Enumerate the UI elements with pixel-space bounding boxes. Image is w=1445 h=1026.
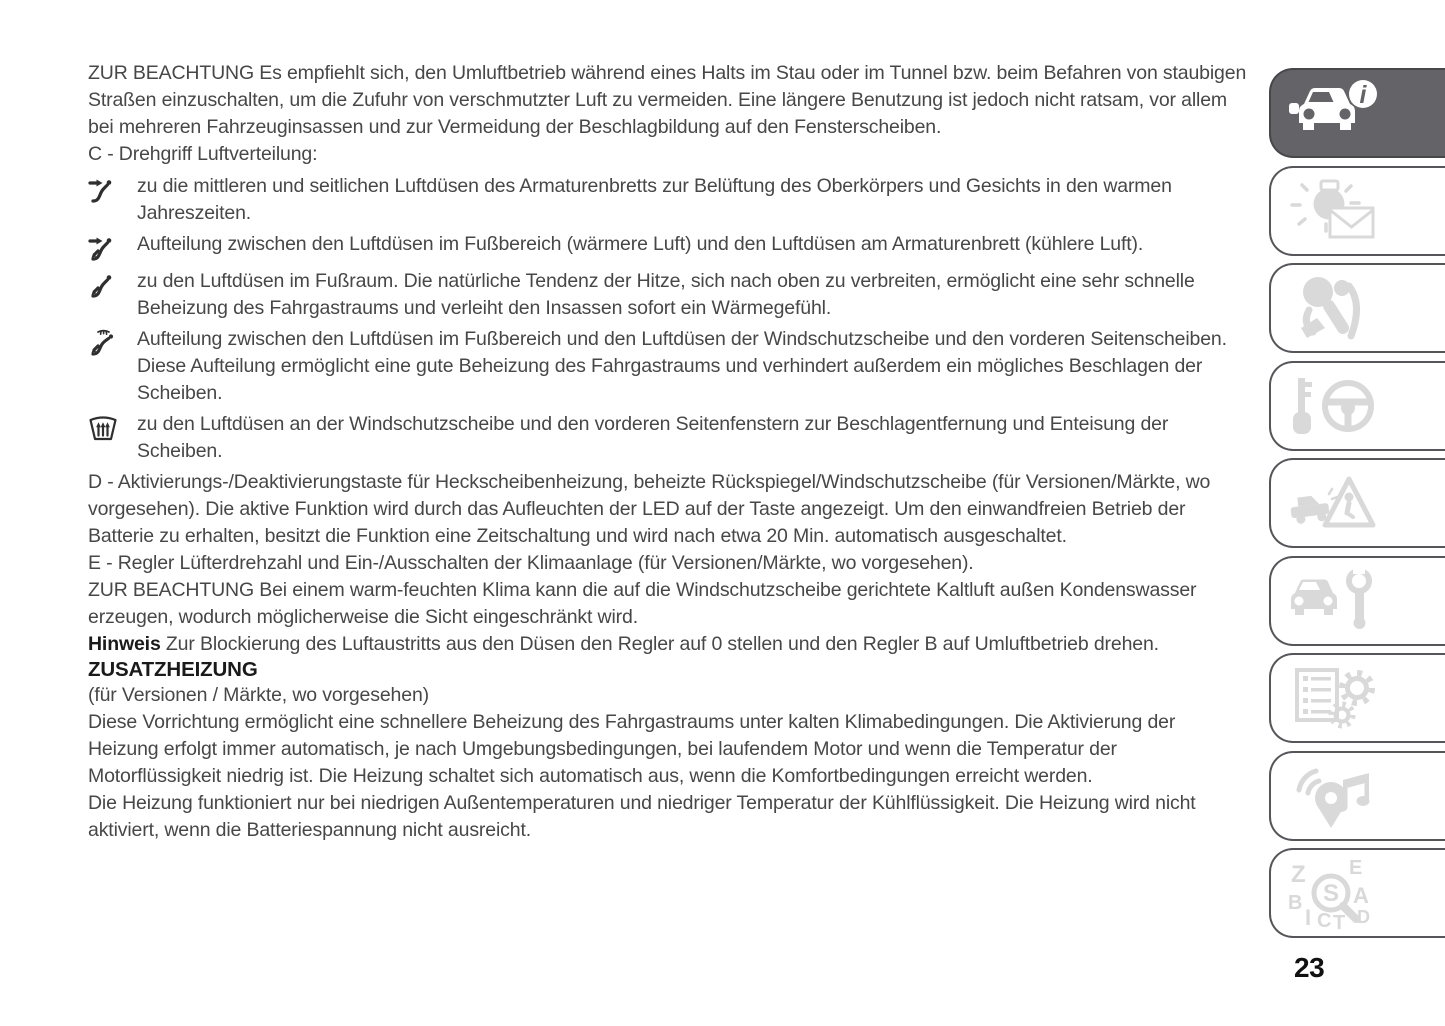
tab-warning-lights-messages[interactable] xyxy=(1269,166,1445,256)
svg-text:S: S xyxy=(1322,880,1340,907)
tab-vehicle-info[interactable] xyxy=(1269,68,1445,158)
svg-text:Z: Z xyxy=(1291,861,1306,888)
tab-emergency[interactable] xyxy=(1269,458,1445,548)
car-service-wrench-icon xyxy=(1285,565,1385,637)
svg-text:A: A xyxy=(1353,883,1369,908)
paragraph-caution-condensation: ZUR BEACHTUNG Bei einem warm-feuchten Klima kann die auf die Windschutzscheibe gerichtete Kaltluft außen Kondenswasser erzeugen, wodurch möglicherweise die Sicht eingeschränkt wird. xyxy=(88,579,1197,628)
svg-text:D: D xyxy=(1357,907,1370,927)
line-c-air-distribution: C - Drehgriff Luftverteilung: xyxy=(88,143,318,165)
emergency-triangle-icon xyxy=(1285,467,1385,539)
multimedia-icon xyxy=(1285,760,1385,832)
note-text: Zur Blockierung des Luftaustritts aus den Düsen den Regler auf 0 stellen und den Regler B auf Umluftbetrieb drehen. xyxy=(165,633,1159,655)
list-item xyxy=(88,326,1250,407)
list-item-text: zu den Luftdüsen im Fußraum. Die natürliche Tendenz der Hitze, sich nach oben zu verbreiten, ermöglicht eine sehr schnelle Beheizung des Fahrgastraums und verleiht den Insassen sofort ein Wärmegefühl. xyxy=(137,270,1195,319)
tab-safety[interactable] xyxy=(1269,263,1445,353)
svg-text:T: T xyxy=(1333,912,1346,931)
tab-service-maintenance[interactable] xyxy=(1269,556,1445,646)
list-item-text: zu die mittleren und seitlichen Luftdüsen des Armaturenbretts zur Belüftung des Oberkörpers und Gesichts in den warmen Jahreszeiten. xyxy=(137,175,1172,224)
tab-multimedia[interactable] xyxy=(1269,751,1445,841)
list-item-text: Aufteilung zwischen den Luftdüsen im Fußbereich und den Luftdüsen der Windschutzscheibe und den vorderen Seitenscheiben. Diese Aufteilung ermöglicht eine gute Beheizung des Fahrgastraums und verhindert außerdem ein mögliches Beschlagen der Scheiben. xyxy=(137,328,1227,404)
index-search-icon xyxy=(1285,855,1385,931)
list-item xyxy=(88,231,1250,264)
tab-technical-data[interactable] xyxy=(1269,653,1445,743)
vent-floor-icon xyxy=(88,268,137,322)
list-item xyxy=(88,268,1250,322)
list-item xyxy=(88,411,1250,465)
note-paragraph xyxy=(88,631,1250,658)
tab-starting-driving[interactable] xyxy=(1269,361,1445,451)
manual-page-text xyxy=(88,60,1250,844)
section-heading: ZUSATZHEIZUNG xyxy=(88,658,258,681)
svg-text:I: I xyxy=(1305,905,1312,930)
section-tab-bar xyxy=(1269,68,1445,946)
page-number: 23 xyxy=(1294,952,1325,983)
vent-bilevel-icon xyxy=(88,231,137,264)
vent-floor-windshield-icon xyxy=(88,326,137,407)
tab-alphabetical-index[interactable] xyxy=(1269,848,1445,938)
note-label: Hinweis xyxy=(88,633,161,655)
list-item xyxy=(88,173,1250,227)
technical-data-gears-icon xyxy=(1285,662,1385,734)
svg-text:i: i xyxy=(1359,81,1367,109)
key-steering-wheel-icon xyxy=(1285,370,1385,442)
paragraph-recirculation: ZUR BEACHTUNG Es empfiehlt sich, den Umluftbetrieb während eines Halts im Stau oder im Tunnel bzw. beim Befahren von staubigen Straßen einzuschalten, um die Zufuhr von verschmutzter Luft zu vermeiden. Eine längere Benutzung ist jedoch nicht ratsam, vor allem bei mehreren Fahrzeuginsassen und zur Vermeidung der Beschlagbildung auf den Fensterscheiben. xyxy=(88,62,1247,138)
svg-text:C: C xyxy=(1317,910,1332,931)
paragraph-aux-heater-1: Diese Vorrichtung ermöglicht eine schnellere Beheizung des Fahrgastraums unter kalten Klimabedingungen. Die Aktivierung der Heizung erfolgt immer automatisch, je nach Umgebungsbedingungen, bei laufendem Motor und wenn die Temperatur der Motorflüssigkeit niedrig ist. Die Heizung schaltet sich automatisch aus, wenn die Komfortbedingungen erreicht werden. xyxy=(88,711,1176,787)
paragraph-fan-control: E - Regler Lüfterdrehzahl und Ein-/Ausschalten der Klimaanlage (für Versionen/Märkte, wo vorgesehen). xyxy=(88,552,974,574)
section-subtitle: (für Versionen / Märkte, wo vorgesehen) xyxy=(88,684,429,706)
safety-airbag-icon xyxy=(1285,272,1385,344)
paragraph-rear-window-heating: D - Aktivierungs-/Deaktivierungstaste für Heckscheibenheizung, beheizte Rückspiegel/Windschutzscheibe (für Versionen/Märkte, wo vorgesehen). Die aktive Funktion wird durch das Aufleuchten der LED auf der Taste angezeigt. Um den einwandfreien Betrieb der Batterie zu erhalten, besitzt die Funktion eine Zeitschaltung und wird nach etwa 20 Min. automatisch ausgeschaltet. xyxy=(88,471,1211,547)
vent-defrost-icon xyxy=(88,411,137,465)
svg-text:E: E xyxy=(1349,857,1363,879)
vent-face-icon xyxy=(88,173,137,227)
air-distribution-list xyxy=(88,173,1250,465)
paragraph-aux-heater-2: Die Heizung funktioniert nur bei niedrigen Außentemperaturen und niedriger Temperatur der Kühlflüssigkeit. Die Heizung wird nicht aktiviert, wenn die Batteriespannung nicht ausreicht. xyxy=(88,792,1196,841)
list-item-text: Aufteilung zwischen den Luftdüsen im Fußbereich (wärmere Luft) und den Luftdüsen am Armaturenbrett (kühlere Luft). xyxy=(137,233,1144,255)
warning-lights-messages-icon xyxy=(1285,175,1385,247)
list-item-text: zu den Luftdüsen an der Windschutzscheibe und den vorderen Seitenfenstern zur Beschlagentfernung und Enteisung der Scheiben. xyxy=(137,413,1169,462)
car-info-icon xyxy=(1285,77,1385,149)
svg-text:B: B xyxy=(1288,892,1303,914)
